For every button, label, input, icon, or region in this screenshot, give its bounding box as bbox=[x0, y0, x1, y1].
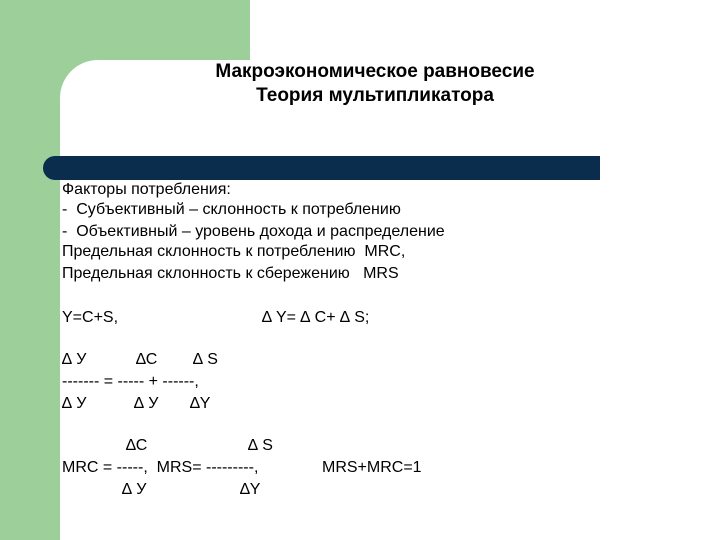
title-divider-bar bbox=[43, 156, 600, 180]
frac2-denominator-y2: ∆Y bbox=[240, 481, 261, 498]
title-line-1: Макроэкономическое равновесие bbox=[215, 61, 535, 82]
frac1-numerator-y: ∆ У bbox=[62, 351, 87, 368]
frac2-numerator-s: ∆ S bbox=[248, 437, 273, 454]
frac1-numerator-c: ∆C bbox=[136, 351, 158, 368]
frac1-denominator-y2: ∆ У bbox=[134, 395, 159, 412]
mrs-mrc-sum: MRS+MRC=1 bbox=[322, 459, 422, 476]
frac1-denominator-y1: ∆ У bbox=[62, 395, 87, 412]
frac1-numerator-s: ∆ S bbox=[193, 351, 218, 368]
frac2-denominator-y1: ∆ У bbox=[122, 481, 147, 498]
mrs-definition: Предельная склонность к сбережению MRS bbox=[62, 265, 399, 282]
green-decor-left bbox=[0, 0, 60, 540]
slide-title bbox=[160, 60, 590, 108]
mrc-definition: Предельная склонность к потреблению MRC, bbox=[62, 243, 406, 260]
frac1-denominator-y3: ∆Y bbox=[190, 395, 211, 412]
factor-subjective: - Субъективный – склонность к потреблению bbox=[62, 201, 401, 218]
frac2-numerator-c: ∆C bbox=[126, 437, 148, 454]
delta-identity: ∆ Y= ∆ C+ ∆ S; bbox=[262, 309, 370, 326]
frac1-fraction-lines: ------- = ----- + ------, bbox=[62, 373, 199, 390]
title-line-2: Теория мультипликатора bbox=[256, 85, 494, 106]
mrc-mrs-fractions: MRC = -----, MRS= ---------, bbox=[62, 459, 259, 476]
income-identity: Y=C+S, bbox=[62, 309, 119, 326]
factor-objective: - Объективный – уровень дохода и распределение bbox=[62, 223, 445, 240]
factors-heading: Факторы потребления: bbox=[62, 181, 231, 198]
